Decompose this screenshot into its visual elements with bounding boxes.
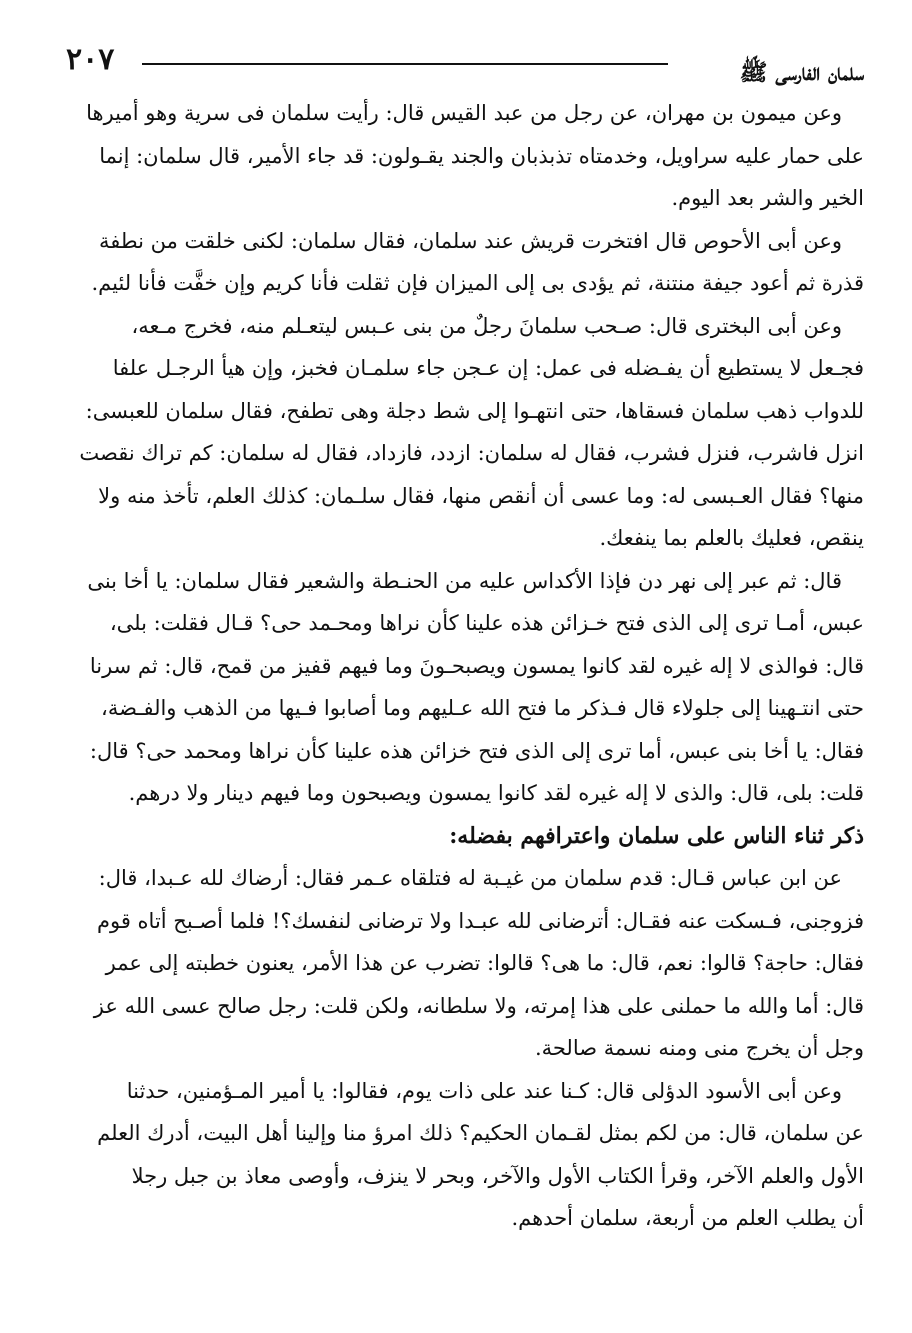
body-text-before-heading (66, 92, 864, 815)
text-line: وعن ميمون بن مهران، عن رجل من عبد القيس قال: رأيت سلمان فى سرية وهو أميرها (86, 101, 842, 125)
text-line: الخير والشر بعد اليوم. (671, 186, 864, 210)
text-line: عبس، أمـا ترى إلى الذى فتح خـزائن هذه علينا كأن نراها ومحـمد حى؟ قـال فقلت: بلى، (109, 611, 864, 635)
text-line: أن يطلب العلم من أربعة، سلمان أحدهم. (511, 1206, 864, 1230)
text-line: عن سلمان، قال: من لكم بمثل لقـمان الحكيم؟ ذلك امرؤ منا وإلينا أهل البيت، أدرك العلم (97, 1121, 864, 1145)
text-line: وعن أبى البخترى قال: صـحب سلمانَ رجلٌ من بنى عـبس ليتعـلم منه، فخرج مـعه، (131, 313, 842, 338)
text-line: وجل أن يخرج منى ومنه نسمة صالحة. (534, 1036, 864, 1060)
text-line: منها؟ فقال العـبسى له: وما عسى أن أنقص منها، فقال سلـمان: كذلك العلم، تأخذ منه ولا (98, 483, 864, 508)
text-line: على حمار عليه سراويل، وخدمتاه تذبذبان والجند يقـولون: قد جاء الأمير، قال سلمان: إنما (99, 143, 864, 168)
header-rule (142, 63, 668, 65)
text-line: للدواب ذهب سلمان فسقاها، حتى انتهـوا إلى شط دجلة وهى تطفح، فقال سلمان للعبسى: (85, 398, 864, 423)
text-line: فقال: يا أخا بنى عبس، أما ترى إلى الذى فتح خزائن هذه علينا كأن نراها ومحمد حى؟ قال: (89, 738, 864, 763)
text-line: فزوجنى، فـسكت عنه فقـال: أترضانى لله عبـدا ولا ترضانى لنفسك؟! فلما أصـبح أتاه قوم (96, 908, 864, 933)
text-line: الأول والعلم الآخر، وقرأ الكتاب الأول والآخر، وبحر لا ينزف، وأوصى معاذ بن جبل رجلا (131, 1163, 864, 1188)
text-line: قال: ثم عبر إلى نهر دن فإذا الأكداس عليه من الحنـطة والشعير فقال سلمان: يا أخا بنى (87, 568, 842, 593)
text-line: قذرة ثم أعود جيفة منتنة، ثم يؤدى بى إلى الميزان فإن ثقلت فأنا كريم وإن خفَّت فأنا لئيم. (91, 271, 864, 295)
text-line: حتى انتـهينا إلى جلولاء قال فـذكر ما فتح الله عـليهم وما أصابوا فـيها من الذهب والفـضة، (101, 696, 864, 720)
section-heading: ذكر ثناء الناس على سلمان واعترافهم بفضله: (449, 822, 864, 849)
running-title: سلمان الفارسى ﷺ (739, 59, 864, 86)
text-line: قال: فوالذى لا إله غيره لقد كانوا يمسون ويصبحـونَ وما فيهم قفيز من قمح، قال: ثم سرنا (89, 653, 864, 678)
text-line: ينقص، فعليك بالعلم بما ينفعك. (599, 526, 864, 550)
text-line: قال: أما والله ما حملنى على هذا إمرته، ولا سلطانه، ولكن قلت: رجل صالح عسى الله عز (93, 993, 864, 1018)
text-line: فجـعل لا يستطيع أن يفـضله فى عمل: إن عـجن جاء سلمـان فخبز، وإن هيأ الرجـل علفا (112, 356, 864, 380)
page-header (66, 36, 864, 92)
text-line: وعن أبى الأحوص قال افتخرت قريش عند سلمان، فقال سلمان: لكنى خلقت من نطفة (99, 228, 842, 253)
text-line: عن ابن عباس قـال: قدم سلمان من غيـبة له فتلقاه عـمر فقال: أرضاك لله عـبدا، قال: (98, 866, 842, 890)
page-number: ٢٠٧ (66, 42, 115, 77)
body-text-after-heading (66, 857, 864, 1240)
text-line: وعن أبى الأسود الدؤلى قال: كـنا عند على ذات يوم، فقالوا: يا أمير المـؤمنين، حدثنا (126, 1078, 842, 1103)
text-line: قلت: بلى، قال: والذى لا إله غيره لقد كانوا يمسون ويصبحون وما فيهم دينار ولا درهم. (128, 781, 864, 805)
text-line: فقال: حاجة؟ قالوا: نعم، قال: ما هى؟ قالوا: تضرب عن هذا الأمر، يعنون خطبته إلى عمر (105, 951, 864, 975)
text-line: انزل فاشرب، فنزل فشرب، فقال له سلمان: ازدد، فازداد، فقال له سلمان: كم تراك نقصت (79, 441, 864, 465)
